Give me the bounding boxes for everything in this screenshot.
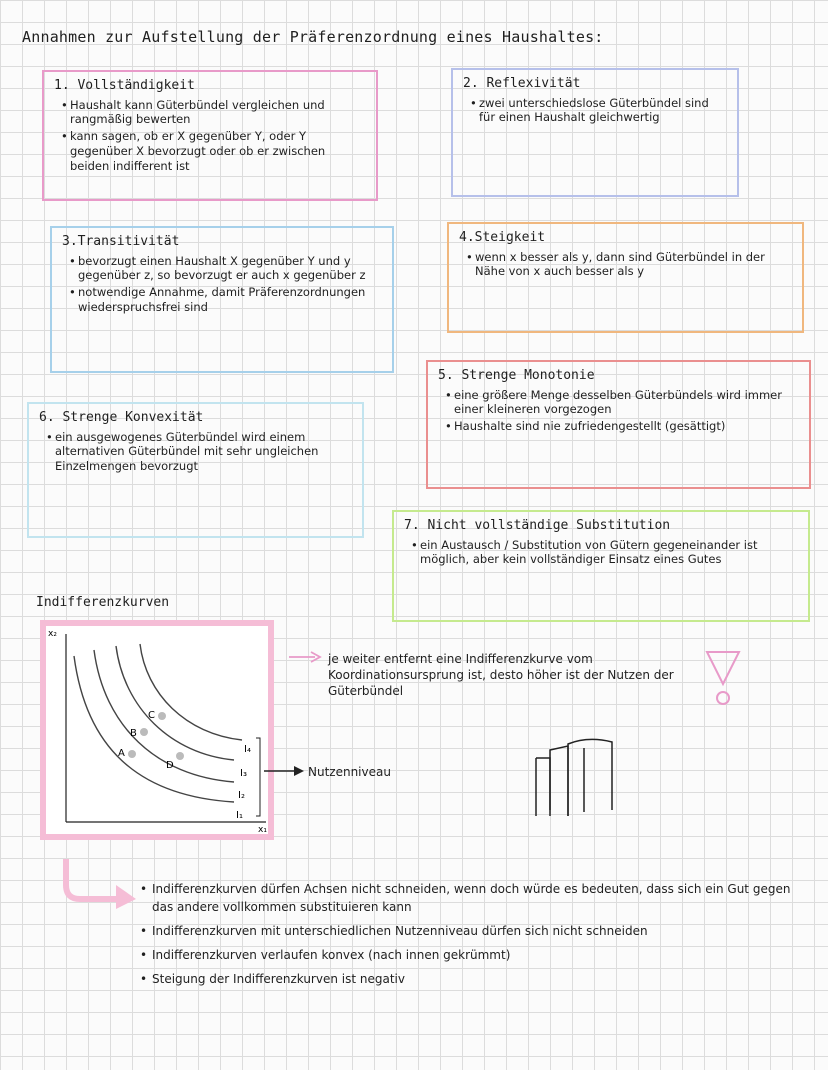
box-heading: 7. Nicht vollständige Substitution: [404, 518, 671, 533]
box-strenge-konvexitaet: [27, 402, 364, 538]
note-item: • Indifferenzkurven mit unterschiedlichen Nutzenniveau dürfen sich nicht schneiden: [140, 922, 815, 940]
indifference-graph: [46, 626, 268, 834]
box-item: • zwei unterschiedslose Güterbündel sind für einen Haushalt gleichwertig: [471, 96, 727, 125]
box-transitivitaet: [50, 226, 394, 373]
box-strenge-monotonie: [426, 360, 811, 489]
box-heading: 3.Transitivität: [62, 234, 180, 249]
utility-bracket: [256, 738, 260, 816]
indifference-graph-frame: [40, 620, 274, 840]
box-item: • notwendige Annahme, damit Präferenzordnungen wiederspruchsfrei sind: [70, 285, 382, 314]
curve-label-i4: I₄: [244, 744, 251, 755]
box-item: • Haushalte sind nie zufriedengestellt (gesättigt): [446, 419, 799, 434]
black-arrow-icon: [262, 764, 306, 778]
box-item: • Haushalt kann Güterbündel vergleichen und rangmäßig bewerten: [62, 98, 366, 127]
box-vollstaendigkeit: [42, 70, 378, 201]
box-item: • ein ausgewogenes Güterbündel wird einem alternativen Güterbündel mit sehr ungleichen Einzelmengen bevorzugt: [47, 430, 352, 474]
warning-icon: [703, 648, 743, 710]
box-reflexivitaet: [451, 68, 739, 197]
point-d-marker: [176, 752, 184, 760]
box-nicht-vollstaendige-substitution: [392, 510, 810, 622]
curve-label-i3: I₃: [240, 768, 247, 779]
box-item: • kann sagen, ob er X gegenüber Y, oder Y gegenüber X bevorzugt oder ob er zwischen beiden indifferent ist: [62, 129, 366, 173]
note-item: • Steigung der Indifferenzkurven ist negativ: [140, 970, 815, 988]
note-item: • Indifferenzkurven verlaufen konvex (nach innen gekrümmt): [140, 946, 815, 964]
note-item: • Indifferenzkurven dürfen Achsen nicht schneiden, wenn doch würde es bedeuten, dass sich ein Gut gegen das andere vollkommen substituieren kann: [140, 880, 815, 916]
point-b-marker: [140, 728, 148, 736]
bottom-notes: [140, 880, 815, 994]
section-title-indifferenzkurven: Indifferenzkurven: [36, 595, 170, 610]
x-axis-label: x₁: [258, 825, 267, 834]
box-heading: 5. Strenge Monotonie: [438, 368, 595, 383]
note-distance: je weiter entfernt eine Indifferenzkurve vom Koordinationsursprung ist, desto höher ist der Nutzen der Güterbündel: [328, 652, 674, 699]
page-title: Annahmen zur Aufstellung der Präferenzordnung eines Haushaltes:: [22, 28, 604, 46]
pink-arrow-icon: [287, 650, 323, 664]
curve-label-i1: I₁: [236, 810, 243, 821]
point-a-marker: [128, 750, 136, 758]
y-axis-label: x₂: [48, 629, 57, 639]
box-heading: 6. Strenge Konvexität: [39, 410, 204, 425]
point-label-d: D: [166, 760, 174, 771]
box-heading: 4.Steigkeit: [459, 230, 546, 245]
box-item: • bevorzugt einen Haushalt X gegenüber Y und y gegenüber z, so bevorzugt er auch x gegenüber z: [70, 254, 382, 283]
box-heading: 2. Reflexivität: [463, 76, 581, 91]
sketch-doodle-icon: [528, 736, 618, 818]
curved-arrow-icon: [60, 855, 144, 911]
box-item: • wenn x besser als y, dann sind Güterbündel in der Nähe von x auch besser als y: [467, 250, 792, 279]
point-c-marker: [158, 712, 166, 720]
point-label-c: C: [148, 710, 155, 721]
box-item: • ein Austausch / Substitution von Gütern gegeneinander ist möglich, aber kein vollständiger Einsatz eines Gutes: [412, 538, 798, 567]
indifference-curve-1: [74, 656, 234, 802]
box-item: • eine größere Menge desselben Güterbündels wird immer einer kleineren vorgezogen: [446, 388, 799, 417]
curve-label-i2: I₂: [238, 790, 245, 801]
point-label-a: A: [118, 748, 125, 759]
utility-level-label: Nutzenniveau: [308, 765, 391, 779]
indifference-curve-3: [116, 646, 234, 760]
box-heading: 1. Vollständigkeit: [54, 78, 195, 93]
point-label-b: B: [130, 728, 137, 739]
box-steigkeit: [447, 222, 804, 333]
